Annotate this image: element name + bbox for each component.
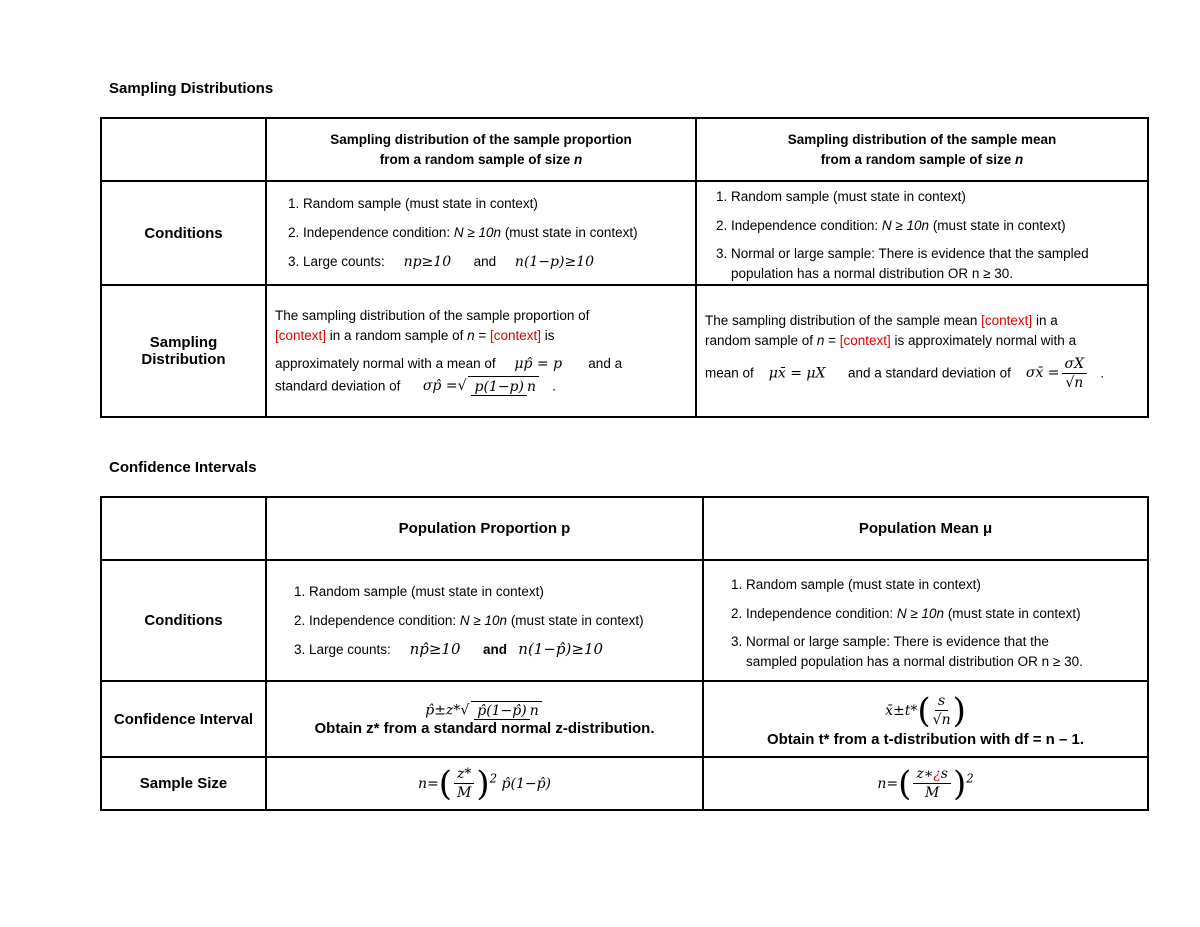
text-line: mean of μx̄ = μX and a standard deviation of σx̄ = $\frac{\sigma X}{√n}$ . — [705, 355, 1105, 391]
ci-section-title: Confidence Intervals — [109, 459, 257, 476]
sampling-table — [100, 117, 1149, 418]
row-header-sample-size: Sample Size — [101, 757, 266, 810]
list-item: 3. Normal or large sample: There is evidence that the sampled population has a normal distribution OR n ≥ 30. — [746, 628, 1139, 672]
list-item: 1. Random sample (must state in context) — [303, 189, 687, 218]
prop-conditions-list — [275, 189, 687, 277]
mean-formula: μp̂ = p — [514, 355, 563, 372]
col-header-population-mean: Population Mean μ — [703, 497, 1148, 560]
row-header-line: Distribution — [141, 351, 226, 368]
row-header-conditions: Conditions — [101, 560, 266, 681]
mean-distribution-cell — [696, 285, 1148, 417]
text-line: The sampling distribution of the sample mean [context] in a — [705, 312, 1058, 328]
list-item: 1. Random sample (must state in context) — [309, 577, 694, 606]
ci-mean-conditions-list — [712, 570, 1139, 672]
text-line: approximately normal with a mean of μp̂ = p and a — [275, 355, 623, 372]
list-item: 3. Large counts: np̂≥10 and n(1−p̂)≥10 — [309, 635, 694, 664]
prop-conditions-cell — [266, 181, 696, 285]
row-header-sampling-distribution — [101, 285, 266, 417]
list-item: 2. Independence condition: N ≥ 10n (must state in context) — [309, 606, 694, 635]
mean-formula: μx̄ = μX — [768, 365, 826, 381]
corner-cell — [101, 118, 266, 181]
list-item: 2. Independence condition: N ≥ 10n (must state in context) — [731, 211, 1139, 240]
list-item: 3. Normal or large sample: There is evidence that the sampled population has a normal distribution OR n ≥ 30. — [731, 240, 1139, 284]
prop-distribution-cell — [266, 285, 696, 417]
prop-interval-note: Obtain z* from a standard normal z-distribution. — [314, 720, 655, 737]
sd-formula: σx̄ = $\frac{\sigma X}{√n}$ — [1026, 365, 1089, 381]
row-header-confidence-interval: Confidence Interval — [101, 681, 266, 757]
col-header-line: Sampling distribution of the sample mean — [787, 131, 1057, 147]
list-item: 1. Random sample (must state in context) — [746, 570, 1139, 599]
ci-mean-interval-cell — [703, 681, 1148, 757]
ci-prop-interval-cell — [266, 681, 703, 757]
prop-size-formula: n=( $\frac{z*}{M}$ )$^2$ p̂(1−p̂) — [417, 763, 552, 804]
mean-conditions-list — [705, 182, 1139, 284]
list-item: 1. Random sample (must state in context) — [731, 182, 1139, 211]
ci-table — [100, 496, 1149, 811]
col-header-population-proportion: Population Proportion p — [266, 497, 703, 560]
corner-cell — [101, 497, 266, 560]
ci-prop-conditions-cell — [266, 560, 703, 681]
col-header-line: from a random sample of size n — [379, 151, 583, 167]
list-item: 2. Independence condition: N ≥ 10n (must state in context) — [303, 218, 687, 247]
list-item: 3. Large counts: np≥10 and n(1−p)≥10 — [303, 247, 687, 277]
row-header-line: Sampling — [149, 334, 218, 351]
col-header-sample-proportion — [266, 118, 696, 181]
ci-mean-size-cell — [703, 757, 1148, 810]
text-line: The sampling distribution of the sample proportion of — [275, 307, 590, 323]
ci-prop-size-cell — [266, 757, 703, 810]
list-item: 2. Independence condition: N ≥ 10n (must state in context) — [746, 599, 1139, 628]
col-header-line: Sampling distribution of the sample proportion — [330, 131, 632, 147]
text-line: standard deviation of σp̂ =√ p(1−p) n . — [275, 376, 687, 397]
sd-formula: σp̂ =√ p(1−p) n — [423, 378, 541, 394]
row-header-conditions: Conditions — [101, 181, 266, 285]
mean-interval-formula: x̄±t*( $\frac{s}{√n}$ ) — [885, 690, 966, 731]
text-line: random sample of n = [context] is approximately normal with a — [705, 332, 1077, 348]
mean-size-formula: n=( $\frac{z∗¿s}{M}$ )$^2$ — [877, 763, 974, 804]
ci-mean-conditions-cell — [703, 560, 1148, 681]
text-line: [context] in a random sample of n = [context] is — [275, 327, 555, 343]
ci-prop-conditions-list — [275, 577, 694, 664]
sampling-section-title: Sampling Distributions — [109, 80, 274, 97]
col-header-line: from a random sample of size n — [820, 151, 1024, 167]
mean-interval-note: Obtain t* from a t-distribution with df = n – 1. — [766, 730, 1085, 748]
mean-conditions-cell — [696, 181, 1148, 285]
prop-interval-formula: p̂±z*√ p̂(1−p̂) n — [275, 701, 694, 720]
col-header-sample-mean — [696, 118, 1148, 181]
